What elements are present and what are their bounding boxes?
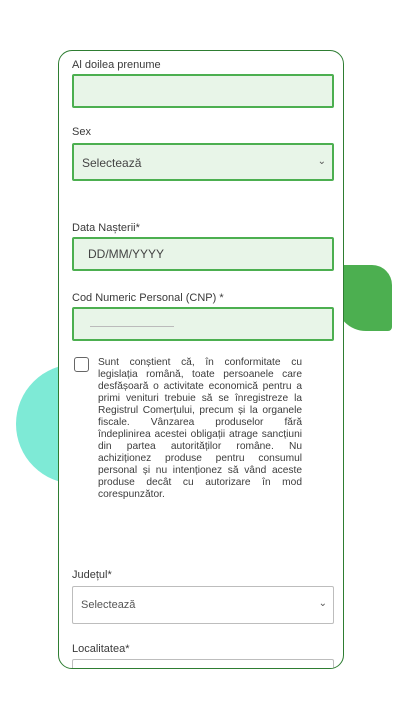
consent-text: Sunt conștient că, în conformitate cu legislația română, toate persoanele care desfășoară o activitate economică pentru a primi venituri trebuie să se înregistreze la Registrul Comerțului, precum și la organele fiscale. Vânzarea produselor fără îndeplinirea acestei obligații atrage sancțiuni din partea autorităților române. Nu achiziționez produse pentru consumul personal și nu intenționez să vând aceste produse decât cu autorizare în mod corespunzător. xyxy=(98,357,302,500)
county-selected-value: Selectează xyxy=(81,599,136,611)
chevron-down-icon: ⌄ xyxy=(317,156,326,167)
decorative-green-shape xyxy=(336,265,392,331)
second-name-label: Al doilea prenume xyxy=(72,59,161,71)
county-select[interactable] xyxy=(72,586,334,624)
birth-date-input[interactable] xyxy=(72,237,334,271)
second-name-input[interactable] xyxy=(72,74,334,108)
sex-label: Sex xyxy=(72,126,91,138)
locality-select[interactable] xyxy=(72,659,334,669)
form-card xyxy=(58,50,344,669)
county-label: Județul* xyxy=(72,569,112,581)
cnp-input[interactable] xyxy=(72,307,334,341)
locality-label: Localitatea* xyxy=(72,643,130,655)
sex-selected-value: Selectează xyxy=(82,156,142,170)
birth-date-placeholder: DD/MM/YYYY xyxy=(88,247,165,261)
cnp-label: Cod Numeric Personal (CNP) * xyxy=(72,292,224,304)
sex-select[interactable] xyxy=(72,143,334,181)
birth-date-label: Data Nașterii* xyxy=(72,222,140,234)
consent-checkbox[interactable] xyxy=(74,357,89,372)
chevron-down-icon: ⌄ xyxy=(318,598,327,609)
cnp-underline xyxy=(90,326,174,327)
